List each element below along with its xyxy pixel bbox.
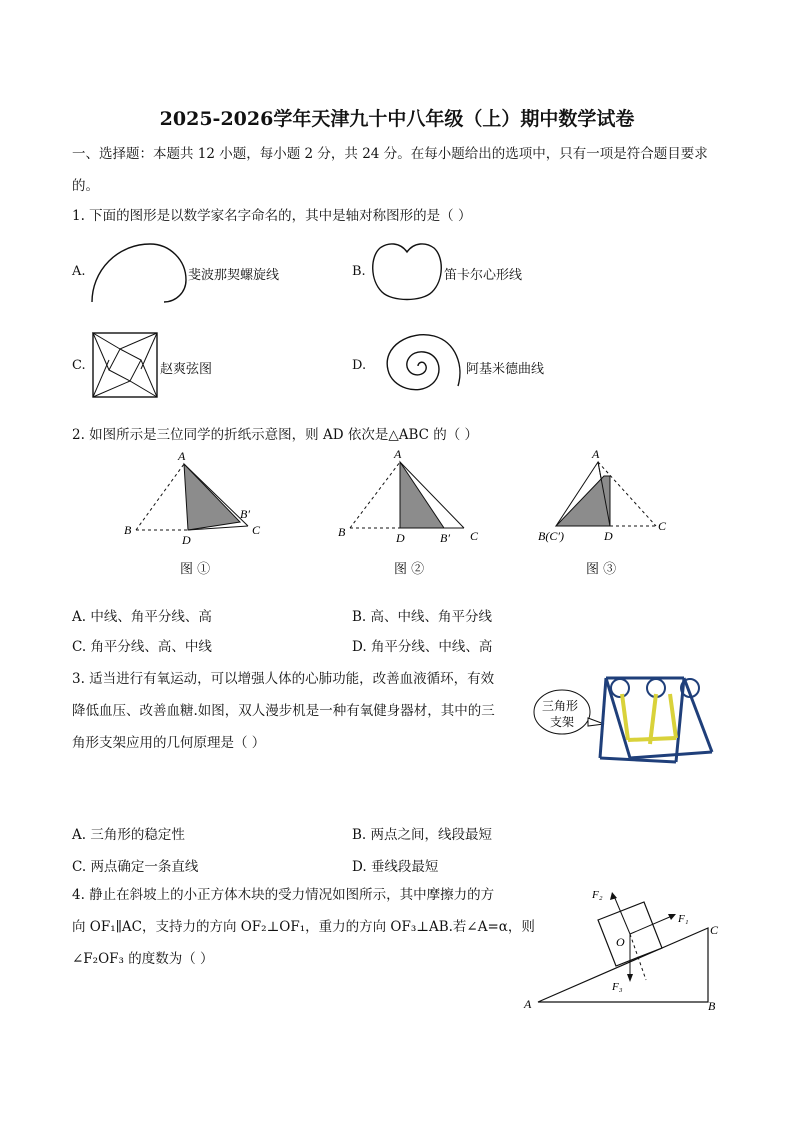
- fig1-label-a: A: [178, 449, 186, 463]
- q2-stem: 2. 如图所示是三位同学的折纸示意图，则 AD 依次是△ABC 的（ ）: [72, 427, 479, 443]
- fig3-label-d: D: [604, 529, 613, 543]
- bubble-line2: 支架: [550, 715, 575, 729]
- fig2-label-a: A: [394, 447, 402, 461]
- fig1-label-b: B: [124, 523, 132, 537]
- q1-option-b-name: 笛卡尔心形线: [444, 268, 523, 283]
- section-instructions-line1: 一、选择题：本题共 12 小题，每小题 2 分，共 24 分。在每小题给出的选项中，只有一项是符合题目要求: [72, 146, 708, 162]
- walking-machine-illustration: [530, 668, 726, 776]
- bubble-line1: 三角形: [542, 699, 579, 713]
- q4-label-b: B: [708, 999, 716, 1013]
- q2-option-d: D. 角平分线、中线、高: [352, 639, 493, 655]
- q4-label-f1: F₁: [678, 913, 689, 925]
- fig2-label-c: C: [470, 529, 479, 543]
- q2-figure-2: [334, 446, 494, 546]
- q4-stem-line2: 向 OF₁∥AC，支持力的方向 OF₂⊥OF₁，重力的方向 OF₃⊥AB.若∠A=α，则: [72, 919, 535, 935]
- fig1-label-b-prime: B′: [240, 507, 250, 521]
- q1-option-c-letter: C.: [72, 358, 86, 373]
- q3-stem-line2: 降低血压、改善血糖.如图，双人漫步机是一种有氧健身器材，其中的三: [72, 703, 495, 719]
- q4-label-f3: F₃: [612, 981, 623, 993]
- fig1-label-d: D: [182, 533, 191, 546]
- page-title: 2025-2026学年天津九十中八年级（上）期中数学试卷: [159, 108, 635, 130]
- q2-option-c: C. 角平分线、高、中线: [72, 639, 212, 655]
- q2-figure-3-caption: 图 ③: [586, 562, 617, 577]
- q4-stem-line3: ∠F₂OF₃ 的度数为（ ）: [72, 951, 214, 967]
- q4-label-a: A: [524, 997, 532, 1011]
- section-instructions-line2: 的。: [72, 178, 99, 194]
- q1-option-d-letter: D.: [352, 358, 367, 373]
- q3-option-a: A. 三角形的稳定性: [72, 827, 185, 843]
- q3-option-c: C. 两点确定一条直线: [72, 859, 199, 875]
- q3-option-b: B. 两点之间，线段最短: [352, 827, 493, 843]
- fig2-label-b: B: [338, 525, 346, 539]
- q2-figure-1-caption: 图 ①: [180, 562, 211, 577]
- q1-option-d-name: 阿基米德曲线: [466, 362, 545, 377]
- fig3-label-a: A: [592, 447, 600, 461]
- q2-figure-1: [118, 446, 278, 546]
- fig2-label-b-prime: B′: [440, 531, 450, 545]
- fig2-label-d: D: [396, 531, 405, 545]
- q1-option-a-letter: A.: [72, 264, 86, 279]
- q4-label-f2: F₂: [592, 889, 603, 901]
- q2-figure-3: [534, 446, 674, 546]
- q1-option-c-name: 赵爽弦图: [160, 362, 213, 377]
- q1-stem: 1. 下面的图形是以数学家名字命名的，其中是轴对称图形的是（ ）: [72, 208, 472, 224]
- q4-label-c: C: [710, 923, 719, 937]
- zhao-shuang-diagram-icon: [92, 332, 158, 398]
- q1-option-b-letter: B.: [352, 264, 366, 279]
- q3-stem-line1: 3. 适当进行有氧运动，可以增强人体的心肺功能，改善血液循环，有效: [72, 671, 495, 687]
- q4-label-o: O: [616, 935, 625, 949]
- fibonacci-spiral-icon: [88, 240, 188, 304]
- q3-option-d: D. 垂线段最短: [352, 859, 439, 875]
- fig1-label-c: C: [252, 523, 261, 537]
- q2-figure-2-caption: 图 ②: [394, 562, 425, 577]
- q4-incline-figure: [520, 880, 730, 1016]
- q4-stem-line1: 4. 静止在斜坡上的小正方体木块的受力情况如图所示，其中摩擦力的方: [72, 887, 495, 903]
- fig3-label-b-c-prime: B(C′): [538, 529, 564, 543]
- cardioid-icon: [370, 240, 444, 304]
- fig3-label-c: C: [658, 519, 667, 533]
- archimedean-spiral-icon: [370, 326, 466, 404]
- q3-stem-line3: 角形支架应用的几何原理是（ ）: [72, 735, 266, 751]
- q2-option-a: A. 中线、角平分线、高: [72, 609, 212, 625]
- q2-option-b: B. 高、中线、角平分线: [352, 609, 493, 625]
- q1-option-a-name: 斐波那契螺旋线: [188, 268, 280, 283]
